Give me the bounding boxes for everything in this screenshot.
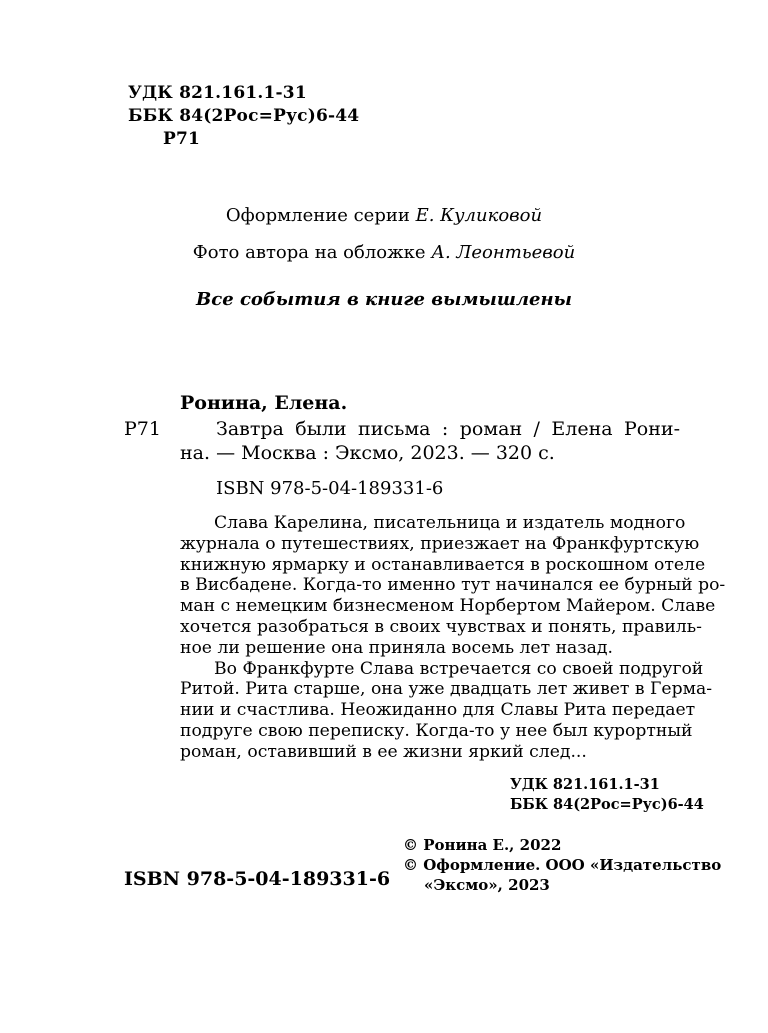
copyright-design-line-2: «Эксмо», 2023 [424, 876, 550, 894]
author-mark: Р71 [163, 129, 201, 149]
bottom-bbk-code: ББК 84(2Рос=Рус)6-44 [510, 796, 704, 813]
biblio-line-1: Завтра были письма : роман / Елена Рони- [216, 418, 680, 440]
copyright-author: © Ронина Е., 2022 [403, 836, 562, 854]
copyright-design-line-1: © Оформление. ООО «Издательство [403, 856, 722, 874]
photographer-name: А. Леонтьевой [431, 242, 576, 263]
biblio-author-mark: Р71 [124, 418, 161, 440]
series-design-label: Оформление серии [225, 205, 416, 226]
annotation-line: Во Франкфурте Слава встречается со своей подругой [214, 658, 704, 679]
udk-code: УДК 821.161.1-31 [128, 83, 307, 103]
bottom-udk-code: УДК 821.161.1-31 [510, 776, 660, 793]
annotation-line: подруге свою переписку. Когда-то у нее был курортный [180, 720, 693, 741]
photo-credit-label: Фото автора на обложке [192, 242, 432, 263]
annotation [180, 513, 726, 763]
annotation-line: хочется разобраться в своих чувствах и понять, правиль- [180, 616, 702, 637]
fiction-notice: Все события в книге вымышлены [196, 289, 572, 310]
annotation-line: журнала о путешествиях, приезжает на Франкфуртскую [180, 533, 700, 554]
annotation-line: нии и счастлива. Неожиданно для Славы Рита передает [180, 700, 696, 721]
isbn-bottom: ISBN 978-5-04-189331-6 [124, 868, 391, 890]
annotation-line: Ритой. Рита старше, она уже двадцать лет живет в Герма- [180, 679, 713, 700]
annotation-line: книжную ярмарку и останавливается в роскошном отеле [180, 554, 706, 575]
photo-credit [0, 242, 768, 263]
author-heading: Ронина, Елена. [180, 392, 348, 414]
annotation-line: ное ли решение она приняла восемь лет назад. [180, 637, 613, 658]
annotation-line: в Висбадене. Когда-то именно тут начинался ее бурный ро- [180, 575, 726, 596]
series-design-credit [0, 205, 768, 226]
biblio-isbn: ISBN 978-5-04-189331-6 [216, 478, 444, 499]
bbk-code: ББК 84(2Рос=Рус)6-44 [128, 106, 360, 126]
series-designer-name: Е. Куликовой [415, 205, 543, 226]
annotation-line: роман, оставивший в ее жизни яркий след... [180, 741, 587, 762]
annotation-line: ман с немецким бизнесменом Норбертом Майером. Славе [180, 596, 716, 617]
biblio-line-2: на. — Москва : Эксмо, 2023. — 320 с. [180, 442, 555, 464]
annotation-line: Слава Карелина, писательница и издатель модного [214, 513, 686, 533]
